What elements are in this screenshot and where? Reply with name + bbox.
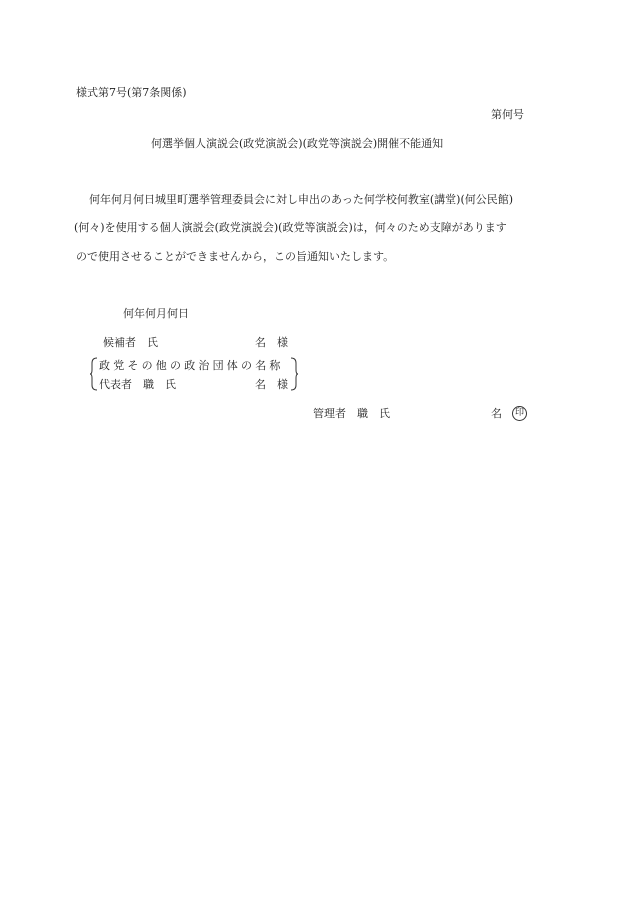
sender-name-suffix: 名 [491,407,502,420]
representative-name-suffix: 名 様 [255,378,288,391]
notice-title: 何選挙個人演説会(政党演説会)(政党等演説会)開催不能通知 [151,137,444,150]
candidate-label: 候補者 氏 [103,336,158,349]
form-number: 様式第7号(第7条関係) [76,86,187,99]
right-brace [290,357,298,391]
left-brace [90,357,98,391]
body-line-2: (何々)を使用する個人演説会(政党演説会)(政党等演説会)は，何々のため支障があります [74,221,507,234]
body-line-3: ので使用させることができませんから，この旨通知いたします。 [76,250,395,263]
body-line-1: 何年何月何日城里町選挙管理委員会に対し申出のあった何学校何教室(講堂)(何公民館) [89,193,514,206]
notice-date: 何年何月何日 [123,307,189,320]
candidate-name-suffix: 名 様 [255,336,288,349]
seal-stamp: 印 [512,406,527,421]
party-name-label: 政党その他の政治団体の名称 [99,359,284,372]
document-number: 第何号 [491,108,524,121]
representative-label: 代表者 職 氏 [99,378,176,391]
sender-label: 管理者 職 氏 [313,407,390,420]
